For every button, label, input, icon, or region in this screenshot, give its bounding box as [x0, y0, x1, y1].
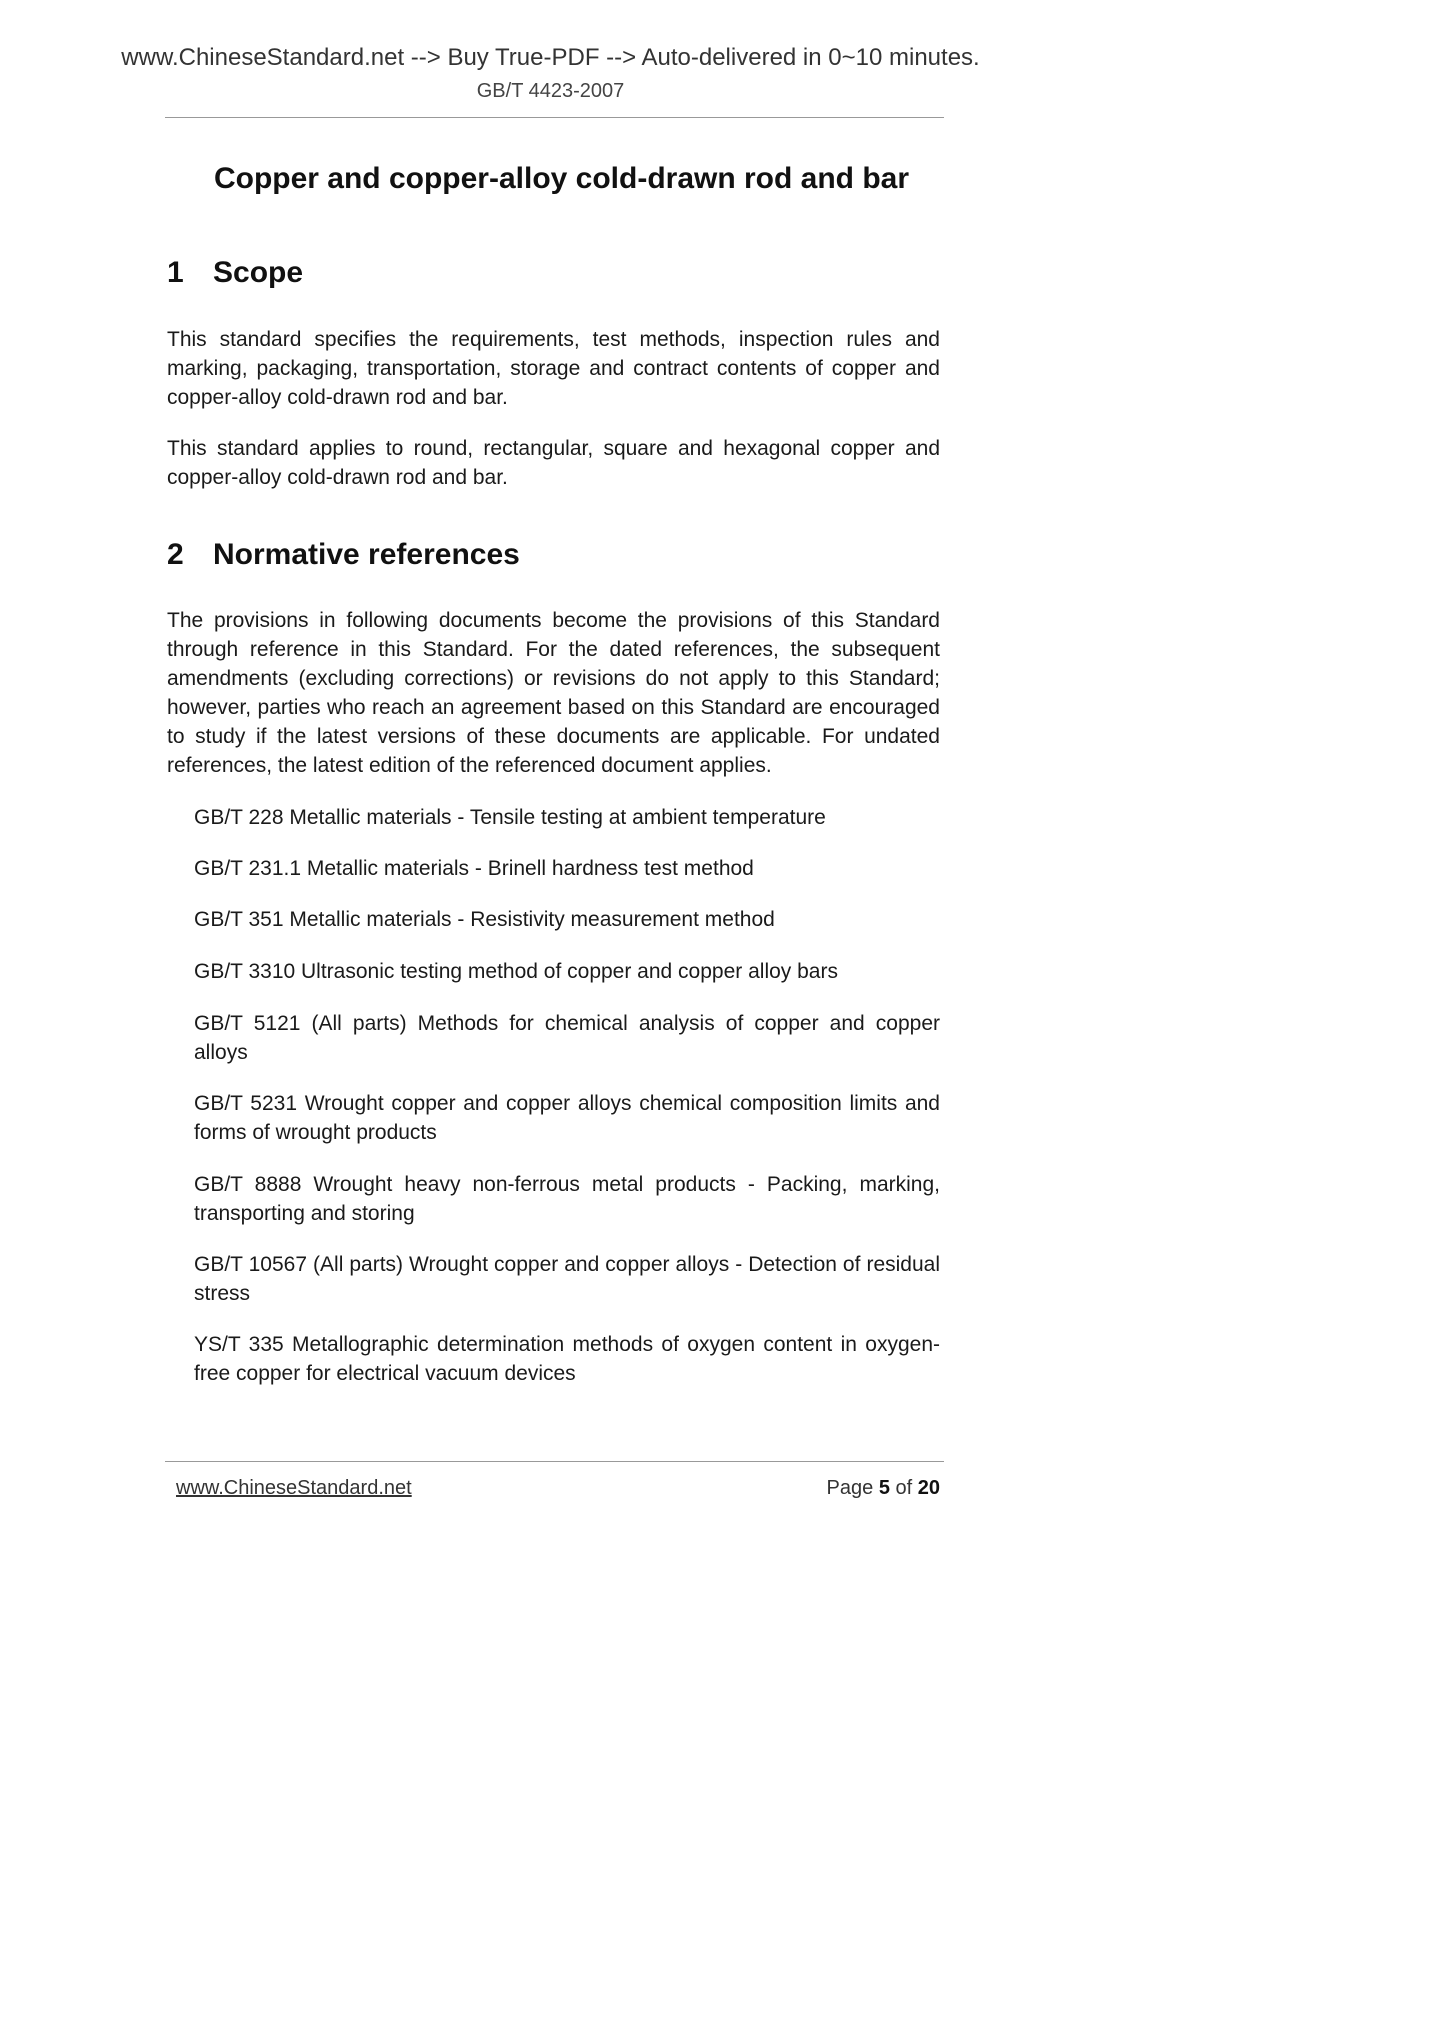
header-banner: www.ChineseStandard.net --> Buy True-PDF --> Auto-delivered in 0~10 minutes.: [121, 44, 980, 71]
page-label: Page: [826, 1477, 874, 1499]
reference-item: GB/T 5121 (All parts) Methods for chemical analysis of copper and copper alloys: [194, 1012, 940, 1064]
page-of: of: [895, 1477, 913, 1499]
section-title: Scope: [213, 256, 304, 289]
section-title: Normative references: [213, 538, 520, 571]
section-heading-normative-references: [167, 538, 520, 572]
reference-item: GB/T 228 Metallic materials - Tensile testing at ambient temperature: [194, 806, 826, 829]
scope-paragraph: This standard specifies the requirements, test methods, inspection rules and marking, packaging, transportation, storage and contract contents of copper and copper-alloy cold-drawn rod and bar.: [167, 328, 940, 409]
header-doc-id: GB/T 4423-2007: [476, 80, 625, 102]
footer-divider: [165, 1461, 944, 1462]
section-heading-scope: [167, 256, 303, 290]
header-divider: [165, 117, 944, 118]
scope-paragraph: This standard applies to round, rectangular, square and hexagonal copper and copper-alloy cold-drawn rod and bar.: [167, 437, 940, 489]
page-total: 20: [917, 1477, 940, 1499]
references-intro-paragraph: The provisions in following documents become the provisions of this Standard through reference in this Standard. For the dated references, the subsequent amendments (excluding corrections) or revisions do not apply to this Standard; however, parties who reach an agreement based on this Standard are encouraged to study if the latest versions of these documents are applicable. For undated references, the latest edition of the referenced document applies.: [167, 609, 940, 777]
reference-item: GB/T 10567 (All parts) Wrought copper and copper alloys - Detection of residual stress: [194, 1253, 940, 1305]
page-indicator: [827, 1477, 940, 1500]
section-number: 1: [167, 256, 184, 289]
reference-item: GB/T 5231 Wrought copper and copper alloys chemical composition limits and forms of wrought products: [194, 1092, 940, 1144]
page-current: 5: [878, 1477, 890, 1499]
section-number: 2: [167, 538, 184, 571]
reference-item: GB/T 231.1 Metallic materials - Brinell hardness test method: [194, 857, 754, 880]
reference-item: GB/T 3310 Ultrasonic testing method of copper and copper alloy bars: [194, 960, 838, 983]
reference-item: GB/T 8888 Wrought heavy non-ferrous metal products - Packing, marking, transporting and storing: [194, 1173, 940, 1225]
reference-item: YS/T 335 Metallographic determination methods of oxygen content in oxygen-free copper for electrical vacuum devices: [194, 1333, 940, 1385]
document-title: Copper and copper-alloy cold-drawn rod and bar: [213, 162, 910, 195]
footer-site-link[interactable]: www.ChineseStandard.net: [176, 1477, 412, 1499]
reference-item: GB/T 351 Metallic materials - Resistivity measurement method: [194, 908, 775, 931]
